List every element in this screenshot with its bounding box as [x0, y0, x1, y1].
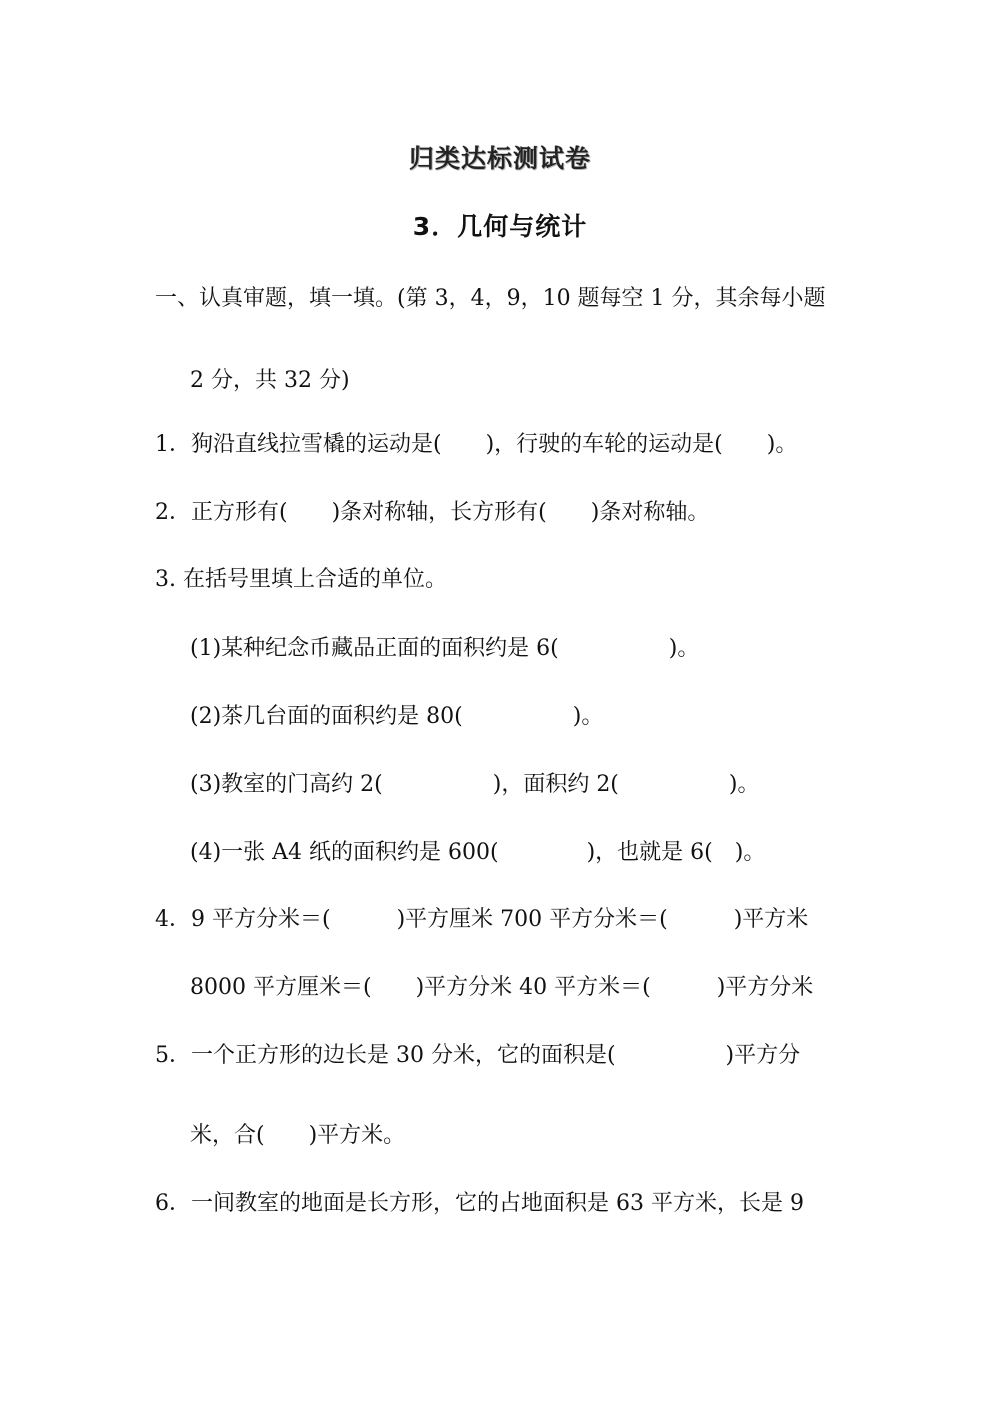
- section-heading: 一、认真审题，填一填。(第 3，4，9，10 题每空 1 分，其余每小题: [155, 286, 826, 311]
- question-2: 2．正方形有( )条对称轴，长方形有( )条对称轴。: [155, 500, 710, 525]
- question-3: 3. 在括号里填上合适的单位。: [155, 567, 447, 592]
- question-4-line-1: 4．9 平方分米＝( )平方厘米 700 平方分米＝( )平方米: [155, 907, 809, 932]
- question-4-line-2: 8000 平方厘米＝( )平方分米 40 平方米＝( )平方分米: [190, 975, 814, 1000]
- question-3-item-1: (1)某种纪念币藏品正面的面积约是 6( )。: [190, 636, 700, 661]
- question-5-line-2: 米，合( )平方米。: [190, 1123, 406, 1148]
- question-6-line-1: 6．一间教室的地面是长方形，它的占地面积是 63 平方米，长是 9: [155, 1191, 804, 1216]
- question-3-item-2: (2)茶几台面的面积约是 80( )。: [190, 704, 604, 729]
- question-1: 1．狗沿直线拉雪橇的运动是( )，行驶的车轮的运动是( )。: [155, 432, 798, 457]
- question-3-item-4: (4)一张 A4 纸的面积约是 600( )，也就是 6( )。: [190, 840, 766, 865]
- question-5-line-1: 5．一个正方形的边长是 30 分米，它的面积是( )平方分: [155, 1043, 801, 1068]
- page-subtitle: 3．几何与统计: [412, 212, 588, 241]
- page-title: 归类达标测试卷: [408, 144, 591, 173]
- question-3-item-3: (3)教室的门高约 2( )，面积约 2( )。: [190, 772, 760, 797]
- section-heading-continued: 2 分，共 32 分): [190, 368, 350, 393]
